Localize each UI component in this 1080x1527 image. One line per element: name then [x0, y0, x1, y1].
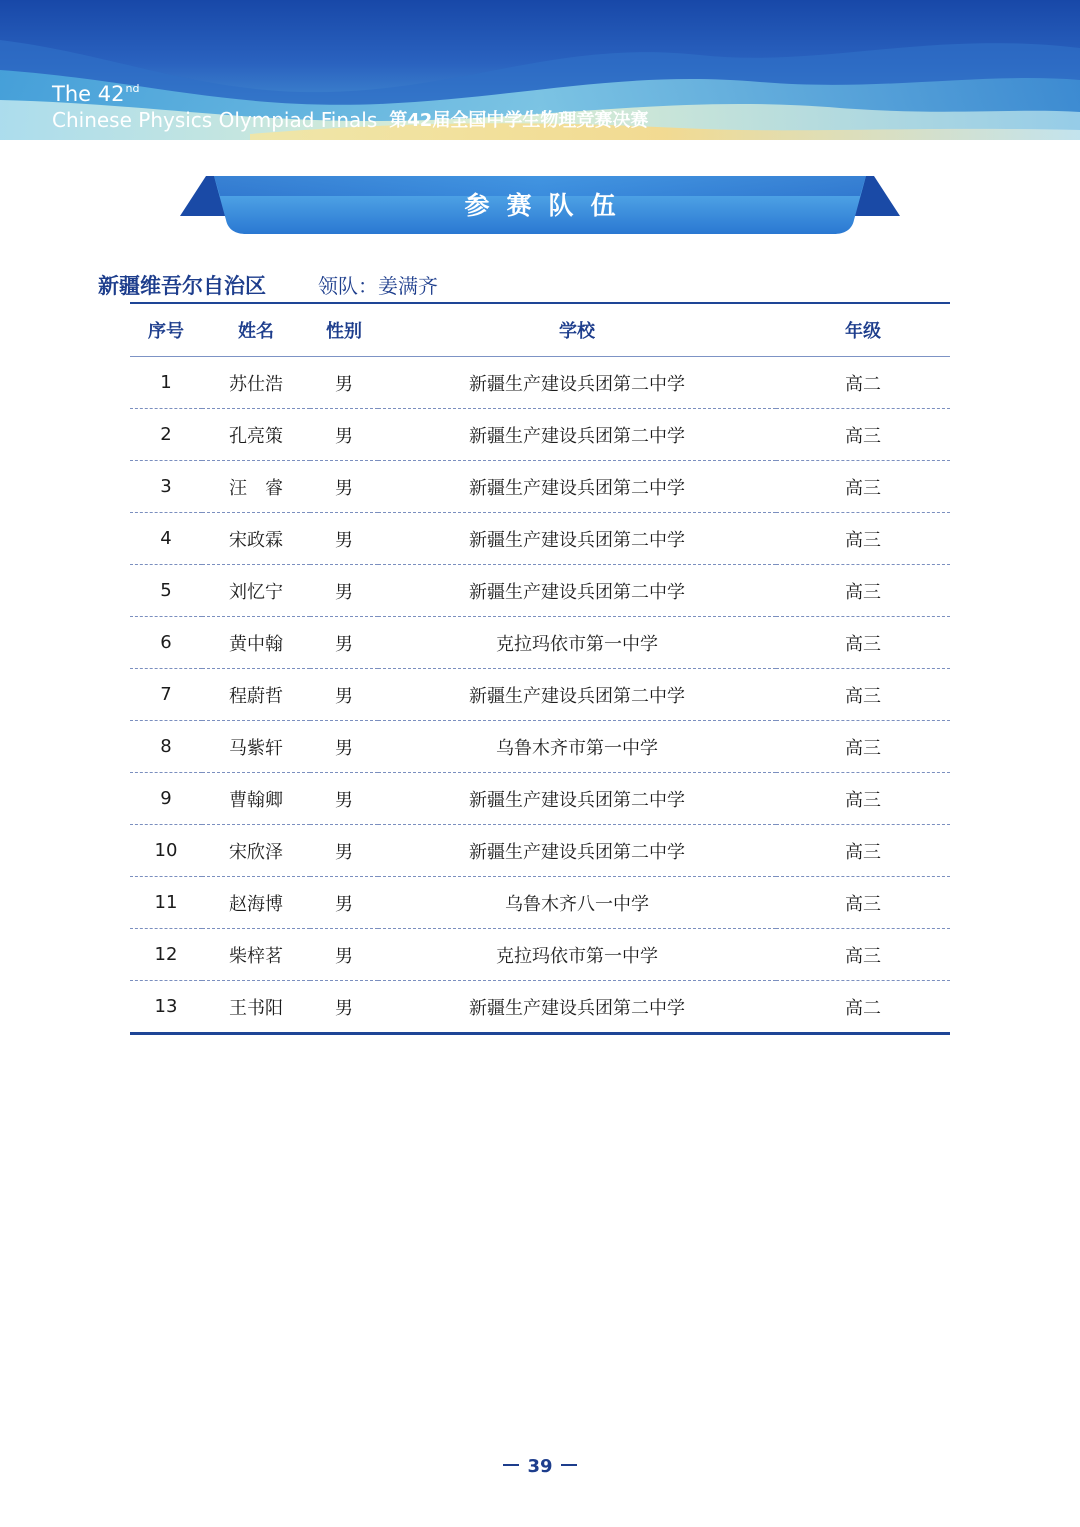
cell-school: 新疆生产建设兵团第二中学	[378, 461, 776, 513]
cell-gender: 男	[310, 357, 378, 409]
header-no: 序号	[130, 303, 202, 357]
cell-grade: 高二	[776, 357, 950, 409]
team-heading	[98, 270, 438, 304]
cell-school: 克拉玛依市第一中学	[378, 617, 776, 669]
header-grade: 年级	[776, 303, 950, 357]
header-gender: 性别	[310, 303, 378, 357]
team-leader: 领队：姜满齐	[318, 274, 438, 298]
banner-title-sup: nd	[125, 82, 140, 95]
cell-grade: 高三	[776, 825, 950, 877]
cell-name: 黄中翰	[202, 617, 310, 669]
cell-gender: 男	[310, 409, 378, 461]
region-name: 新疆维吾尔自治区	[98, 274, 266, 298]
cell-school: 新疆生产建设兵团第二中学	[378, 513, 776, 565]
table-row	[130, 357, 950, 409]
cell-name: 孔亮策	[202, 409, 310, 461]
table-row	[130, 721, 950, 773]
cell-name: 柴梓茗	[202, 929, 310, 981]
cell-school: 新疆生产建设兵团第二中学	[378, 669, 776, 721]
cell-gender: 男	[310, 929, 378, 981]
section-title: 参赛队伍	[464, 191, 633, 220]
cell-grade: 高三	[776, 669, 950, 721]
cell-no: 13	[154, 996, 178, 1017]
table-row	[130, 461, 950, 513]
cell-gender: 男	[310, 617, 378, 669]
cell-name: 汪 睿	[202, 461, 310, 513]
cell-school: 乌鲁木齐八一中学	[378, 877, 776, 929]
cell-grade: 高二	[845, 997, 881, 1019]
cell-school: 新疆生产建设兵团第二中学	[378, 409, 776, 461]
header-name: 姓名	[202, 303, 310, 357]
cell-gender: 男	[310, 565, 378, 617]
cell-gender: 男	[310, 877, 378, 929]
cell-name: 刘忆宁	[202, 565, 310, 617]
cell-grade: 高三	[776, 877, 950, 929]
page-number-dash-right	[561, 1464, 577, 1466]
cell-no: 9	[130, 773, 202, 825]
cell-name: 宋政霖	[202, 513, 310, 565]
cell-gender: 男	[310, 773, 378, 825]
cell-no: 11	[130, 877, 202, 929]
cell-name: 赵海博	[202, 877, 310, 929]
cell-school: 克拉玛依市第一中学	[378, 929, 776, 981]
page-number	[0, 1456, 1080, 1477]
cell-gender: 男	[310, 669, 378, 721]
banner-title-en-1: The 42	[52, 82, 125, 106]
roster-table	[130, 302, 950, 1035]
banner-title	[52, 76, 648, 134]
cell-grade: 高三	[776, 461, 950, 513]
cell-no: 12	[130, 929, 202, 981]
cell-grade: 高三	[776, 565, 950, 617]
table-row	[130, 929, 950, 981]
cell-no: 2	[130, 409, 202, 461]
table-row	[130, 617, 950, 669]
cell-no: 10	[130, 825, 202, 877]
cell-no: 6	[130, 617, 202, 669]
table-row	[130, 409, 950, 461]
cell-gender: 男	[335, 997, 353, 1019]
table-row	[130, 877, 950, 929]
cell-name: 王书阳	[229, 997, 283, 1019]
cell-school: 新疆生产建设兵团第二中学	[378, 825, 776, 877]
cell-name: 曹翰卿	[202, 773, 310, 825]
cell-no: 7	[130, 669, 202, 721]
header-school: 学校	[378, 303, 776, 357]
cell-school: 新疆生产建设兵团第二中学	[469, 997, 685, 1019]
cell-grade: 高三	[776, 617, 950, 669]
cell-name: 宋欣泽	[202, 825, 310, 877]
cell-name: 程蔚哲	[202, 669, 310, 721]
table-row	[130, 773, 950, 825]
banner-title-cn: 第42届全国中学生物理竞赛决赛	[389, 110, 649, 131]
cell-grade: 高三	[776, 409, 950, 461]
cell-school: 乌鲁木齐市第一中学	[378, 721, 776, 773]
cell-school: 新疆生产建设兵团第二中学	[378, 565, 776, 617]
table-header-row	[130, 303, 950, 357]
cell-no: 5	[130, 565, 202, 617]
header-banner	[0, 0, 1080, 140]
cell-no: 4	[130, 513, 202, 565]
cell-grade: 高三	[776, 773, 950, 825]
cell-name: 马紫轩	[202, 721, 310, 773]
table-row	[130, 513, 950, 565]
table-row	[130, 825, 950, 877]
banner-title-en-2: Chinese Physics Olympiad Finals	[52, 108, 378, 132]
cell-grade: 高三	[776, 721, 950, 773]
table-row	[130, 981, 950, 1034]
table-row	[130, 565, 950, 617]
cell-gender: 男	[310, 825, 378, 877]
cell-no: 8	[130, 721, 202, 773]
table-row	[130, 669, 950, 721]
cell-school: 新疆生产建设兵团第二中学	[378, 773, 776, 825]
page-number-dash-left	[503, 1464, 519, 1466]
cell-gender: 男	[310, 461, 378, 513]
cell-gender: 男	[310, 721, 378, 773]
cell-no: 3	[130, 461, 202, 513]
cell-school: 新疆生产建设兵团第二中学	[378, 357, 776, 409]
cell-grade: 高三	[776, 513, 950, 565]
page-number-value: 39	[527, 1456, 553, 1477]
cell-grade: 高三	[776, 929, 950, 981]
cell-gender: 男	[310, 513, 378, 565]
cell-name: 苏仕浩	[202, 357, 310, 409]
cell-no: 1	[130, 357, 202, 409]
